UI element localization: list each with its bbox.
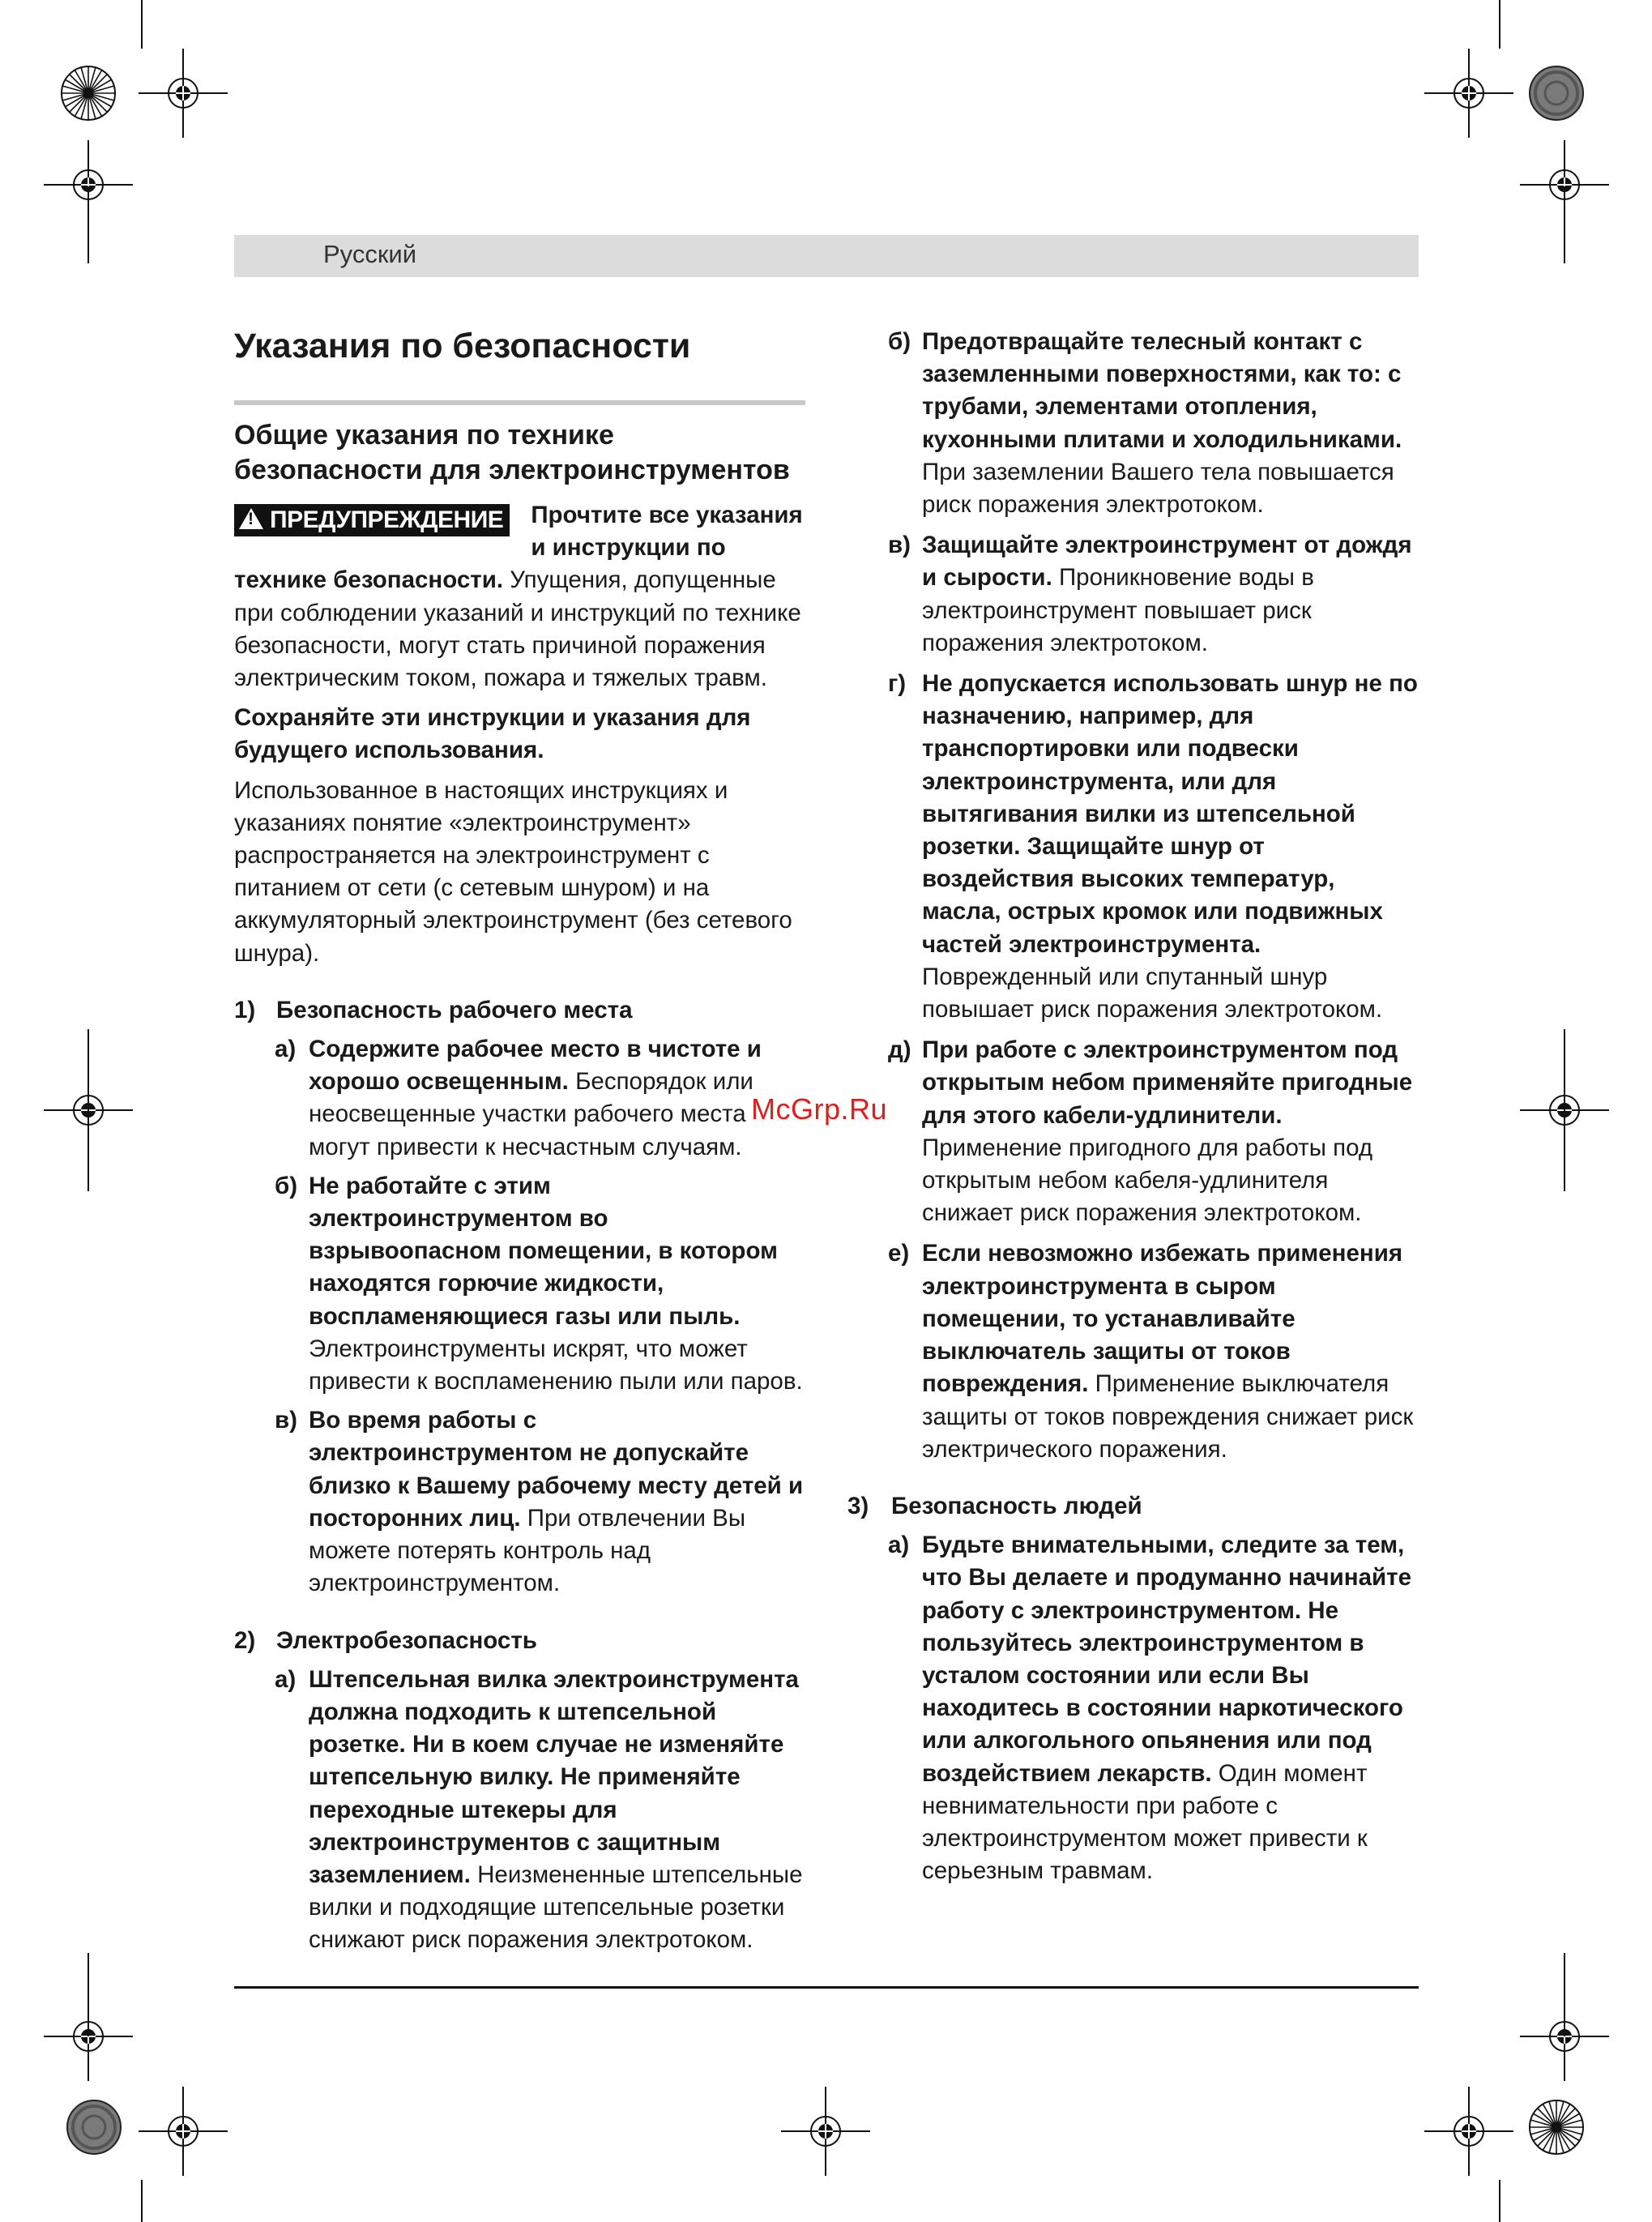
section-title: Общие указания по технике безопасности для электроинструментов	[234, 420, 790, 485]
warning-paragraph	[234, 499, 805, 694]
footer-rule	[234, 1986, 1419, 1989]
section-2-heading	[234, 1625, 805, 1657]
language-header-bar	[234, 235, 1419, 277]
left-column	[234, 324, 805, 1963]
section-number: 2)	[234, 1626, 256, 1654]
warning-triangle-icon	[239, 508, 263, 529]
list-item: а) Штепсельная вилка электроинструмента должна подходить к штепсельной розетке. Ни в коем случае не изменяйте штепсельную вилку. Не применяйте переходные штекеры для электроинструментов с защитным заземлением. Неизмененные штепсельные вилки и подходящие штепсельные розетки снижают риск поражения электротоком.	[275, 1665, 803, 1954]
definition-paragraph: Использованное в настоящих инструкциях и указаниях понятие «электроинструмент» распространяется на электроинструмент с питанием от сети (с сетевым шнуром) и на аккумуляторный электроинструмент (без сетевого шнура).	[234, 776, 792, 967]
page-title: Указания по безопасности	[234, 327, 691, 365]
list-item: в) Во время работы с электроинструментом не допускайте близко к Вашему рабочему месту детей и посторонних лиц. При отвлечении Вы можете потерять контроль над электроинструментом.	[275, 1407, 804, 1597]
list-item: б) Предотвращайте телесный контакт с заземленными поверхностями, как то: с трубами, элементами отопления, кухонными плитами и холодильниками. При заземлении Вашего тела повышается риск поражения электротоком.	[888, 328, 1402, 519]
language-label: Русский	[323, 240, 417, 268]
section-number: 3)	[847, 1492, 869, 1519]
section-heading-text: Безопасность людей	[891, 1492, 1142, 1519]
list-item: е) Если невозможно избежать применения электроинструмента в сыром помещении, то устанавливайте выключатель защиты от токов повреждения. Применение выключателя защиты от токов повреждения снижает риск электрического поражения.	[888, 1240, 1414, 1463]
title-divider	[234, 400, 805, 405]
section-3-heading	[847, 1490, 1419, 1523]
list-item: д) При работе с электроинструментом под открытым небом применяйте пригодные для этого кабели-удлинители. Применение пригодного для работы под открытым небом кабеля-удлинителя снижает риск поражения электротоком.	[888, 1036, 1413, 1227]
section-number: 1)	[234, 996, 256, 1023]
section-1-heading	[234, 994, 805, 1027]
watermark: McGrp.Ru	[751, 1092, 888, 1126]
warning-label: ПРЕДУПРЕЖДЕНИЕ	[270, 506, 504, 533]
save-note: Сохраняйте эти инструкции и указания для будущего использования.	[234, 704, 751, 764]
list-item: а) Содержите рабочее место в чистоте и хорошо освещенным. Беспорядок или неосвещенные участки рабочего места могут привести к несчастным случаям.	[275, 1036, 762, 1160]
list-item: а) Будьте внимательными, следите за тем, что Вы делаете и продуманно начинайте работу с электроинструментом. Не пользуйтесь электроинструментом в усталом состоянии или если Вы находитесь в состоянии наркотического или алкогольного опьянения или под воздействием лекарств. Один момент невнимательности при работе с электроинструментом может привести к серьезным травмам.	[888, 1532, 1412, 1885]
section-heading-text: Безопасность рабочего места	[276, 996, 633, 1023]
warning-badge	[234, 504, 510, 536]
section-heading-text: Электробезопасность	[276, 1626, 537, 1654]
right-column	[847, 326, 1419, 1895]
warning-bold: Прочтите все указания и инструкции по технике безопасности.	[234, 502, 803, 594]
list-item: в) Защищайте электроинструмент от дождя и сырости. Проникновение воды в электроинструмент повышает риск поражения электротоком.	[888, 532, 1412, 656]
list-item: г) Не допускается использовать шнур не по назначению, например, для транспортировки или подвески электроинструмента, или для вытягивания вилки из штепсельной розетки. Защищайте шнур от воздействия высоких температур, масла, острых кромок или подвижных частей электроинструмента. Поврежденный или спутанный шнур повышает риск поражения электротоком.	[888, 670, 1418, 1023]
list-item: б) Не работайте с этим электроинструментом во взрывоопасном помещении, в котором находятся горючие жидкости, воспламеняющиеся газы или пыль. Электроинструменты искрят, что может привести к воспламенению пыли или паров.	[275, 1172, 803, 1395]
warning-text: Упущения, допущенные при соблюдении указаний и инструкций по технике безопасности, могут стать причиной поражения электрическим током, пожара и тяжелых травм.	[234, 566, 801, 692]
